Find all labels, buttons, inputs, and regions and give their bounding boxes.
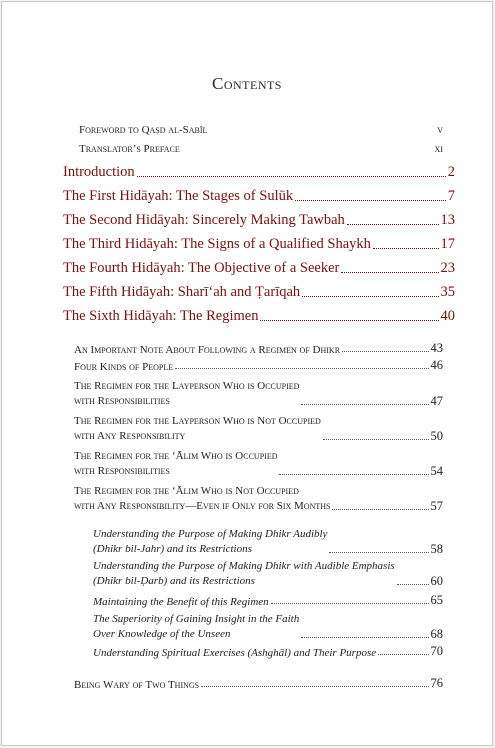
dot-leader: [175, 368, 428, 369]
toc-label-line: The Regimen for the ‘Ālim Who is Occupied: [74, 450, 278, 462]
toc-label-line: The Regimen for the Layperson Who is Occupied: [74, 380, 300, 392]
toc-entry-chapter[interactable]: [63, 164, 455, 181]
toc-entry-section[interactable]: [74, 358, 443, 373]
dot-leader: [302, 296, 438, 297]
toc-label-line: (Dhikr bil-Ḍarb) and its Restrictions: [93, 575, 255, 587]
dot-leader: [342, 351, 428, 352]
toc-page: 2: [447, 164, 455, 180]
toc-entry-chapter[interactable]: [63, 212, 455, 229]
dot-leader: [341, 272, 438, 273]
toc-page: 23: [440, 260, 455, 276]
toc-label-line: with Responsibilities: [74, 465, 170, 477]
toc-page: 13: [440, 212, 455, 228]
dot-leader: [378, 654, 428, 655]
toc-page: 65: [430, 593, 443, 607]
toc-page: 7: [447, 188, 455, 204]
toc-entry-section[interactable]: [74, 379, 443, 409]
toc-label-line: Over Knowledge of the Unseen: [93, 628, 231, 640]
dot-leader: [271, 603, 429, 604]
toc-label: Foreword to Qaṣd al-Sabīl: [79, 124, 208, 136]
toc-page: 70: [430, 644, 443, 658]
toc-page: 68: [430, 627, 443, 641]
toc-label-line: (Dhikr bil-Jahr) and its Restrictions: [93, 543, 252, 555]
dot-leader: [332, 509, 428, 510]
toc-label: The First Hidāyah: The Stages of Sulūk: [63, 188, 294, 204]
toc-label-line: The Superiority of Gaining Insight in the Faith: [93, 613, 300, 625]
toc-label: An Important Note About Following a Regimen of Dhikr: [74, 344, 341, 356]
dot-leader: [301, 637, 428, 638]
toc-label: Translator’s Preface: [79, 143, 180, 155]
toc-page: 43: [430, 341, 443, 355]
toc-label: The Second Hidāyah: Sincerely Making Tawbah: [63, 212, 345, 228]
toc-label: Understanding Spiritual Exercises (Ashghāl) and Their Purpose: [93, 647, 377, 659]
toc-label: Introduction: [63, 164, 135, 180]
toc-entry-chapter[interactable]: [63, 188, 455, 205]
toc-label: Maintaining the Benefit of this Regimen: [93, 596, 269, 608]
toc-label-line: The Regimen for the Layperson Who is Not Occupied: [74, 415, 321, 427]
toc-label: [74, 484, 330, 514]
toc-label: [74, 414, 321, 444]
toc-page: 40: [440, 308, 455, 324]
toc-page: 17: [440, 236, 455, 252]
toc-page: v: [437, 124, 443, 136]
toc-label-line: with Any Responsibility: [74, 430, 186, 442]
toc-entry-subsection[interactable]: [93, 612, 443, 642]
toc-entry-subsection[interactable]: [93, 559, 443, 589]
toc-label: The Sixth Hidāyah: The Regimen: [63, 308, 259, 324]
toc-page: 47: [430, 394, 443, 408]
toc-label: [74, 449, 277, 479]
toc-page: 58: [430, 542, 443, 556]
toc-page: 60: [430, 574, 443, 588]
toc-label-line: The Regimen for the ‘Ālim Who is Not Occupied: [74, 485, 299, 497]
toc-label: [74, 379, 299, 409]
toc-page: 57: [430, 499, 443, 513]
toc-entry-subsection[interactable]: [93, 644, 443, 659]
toc-entry-chapter[interactable]: [63, 236, 455, 253]
toc-label: The Third Hidāyah: The Signs of a Qualified Shaykh: [63, 236, 371, 252]
toc-label: Four Kinds of People: [74, 361, 174, 373]
toc-label-line: Understanding the Purpose of Making Dhikr Audibly: [93, 528, 328, 540]
dot-leader: [279, 474, 428, 475]
toc-label: The Fifth Hidāyah: Sharī‘ah and Ṭarīqah: [63, 284, 301, 300]
toc-label: [93, 527, 327, 557]
toc-entry-foreword[interactable]: [79, 124, 443, 136]
dot-leader: [295, 200, 446, 201]
toc-entry-section[interactable]: [74, 341, 443, 356]
toc-label: [93, 612, 299, 642]
dot-leader: [137, 176, 446, 177]
toc-label: Being Wary of Two Things: [74, 679, 200, 691]
toc-entry-chapter[interactable]: [63, 260, 455, 277]
dot-leader: [323, 439, 429, 440]
toc-label: The Fourth Hidāyah: The Objective of a Seeker: [63, 260, 340, 276]
toc-page: 46: [430, 358, 443, 372]
dot-leader: [260, 320, 438, 321]
toc-entry-chapter[interactable]: [63, 308, 455, 325]
toc-entry-section[interactable]: [74, 414, 443, 444]
toc-label: [93, 559, 395, 589]
toc-page: 54: [430, 464, 443, 478]
toc-entry-section[interactable]: [74, 484, 443, 514]
dot-leader: [397, 584, 429, 585]
toc-page: 76: [430, 676, 443, 690]
dot-leader: [329, 552, 428, 553]
toc-label-line: Understanding the Purpose of Making Dhikr with Audible Emphasis: [93, 560, 395, 572]
toc-label-line: with Responsibilities: [74, 395, 170, 407]
toc-entry-subsection[interactable]: [93, 593, 443, 608]
toc-entry-preface[interactable]: [79, 143, 443, 155]
toc-entry-section[interactable]: [74, 676, 443, 691]
dot-leader: [201, 686, 428, 687]
toc-entry-subsection[interactable]: [93, 527, 443, 557]
page-title: Contents: [211, 74, 282, 93]
toc-entry-chapter[interactable]: [63, 284, 455, 301]
toc-page: 35: [440, 284, 455, 300]
toc-label-line: with Any Responsibility—Even if Only for Six Months: [74, 500, 331, 512]
dot-leader: [373, 248, 439, 249]
dot-leader: [347, 224, 439, 225]
toc-page: xi: [434, 143, 443, 155]
toc-page: 50: [430, 429, 443, 443]
book-page: [1, 1, 493, 746]
dot-leader: [301, 404, 428, 405]
toc-entry-section[interactable]: [74, 449, 443, 479]
